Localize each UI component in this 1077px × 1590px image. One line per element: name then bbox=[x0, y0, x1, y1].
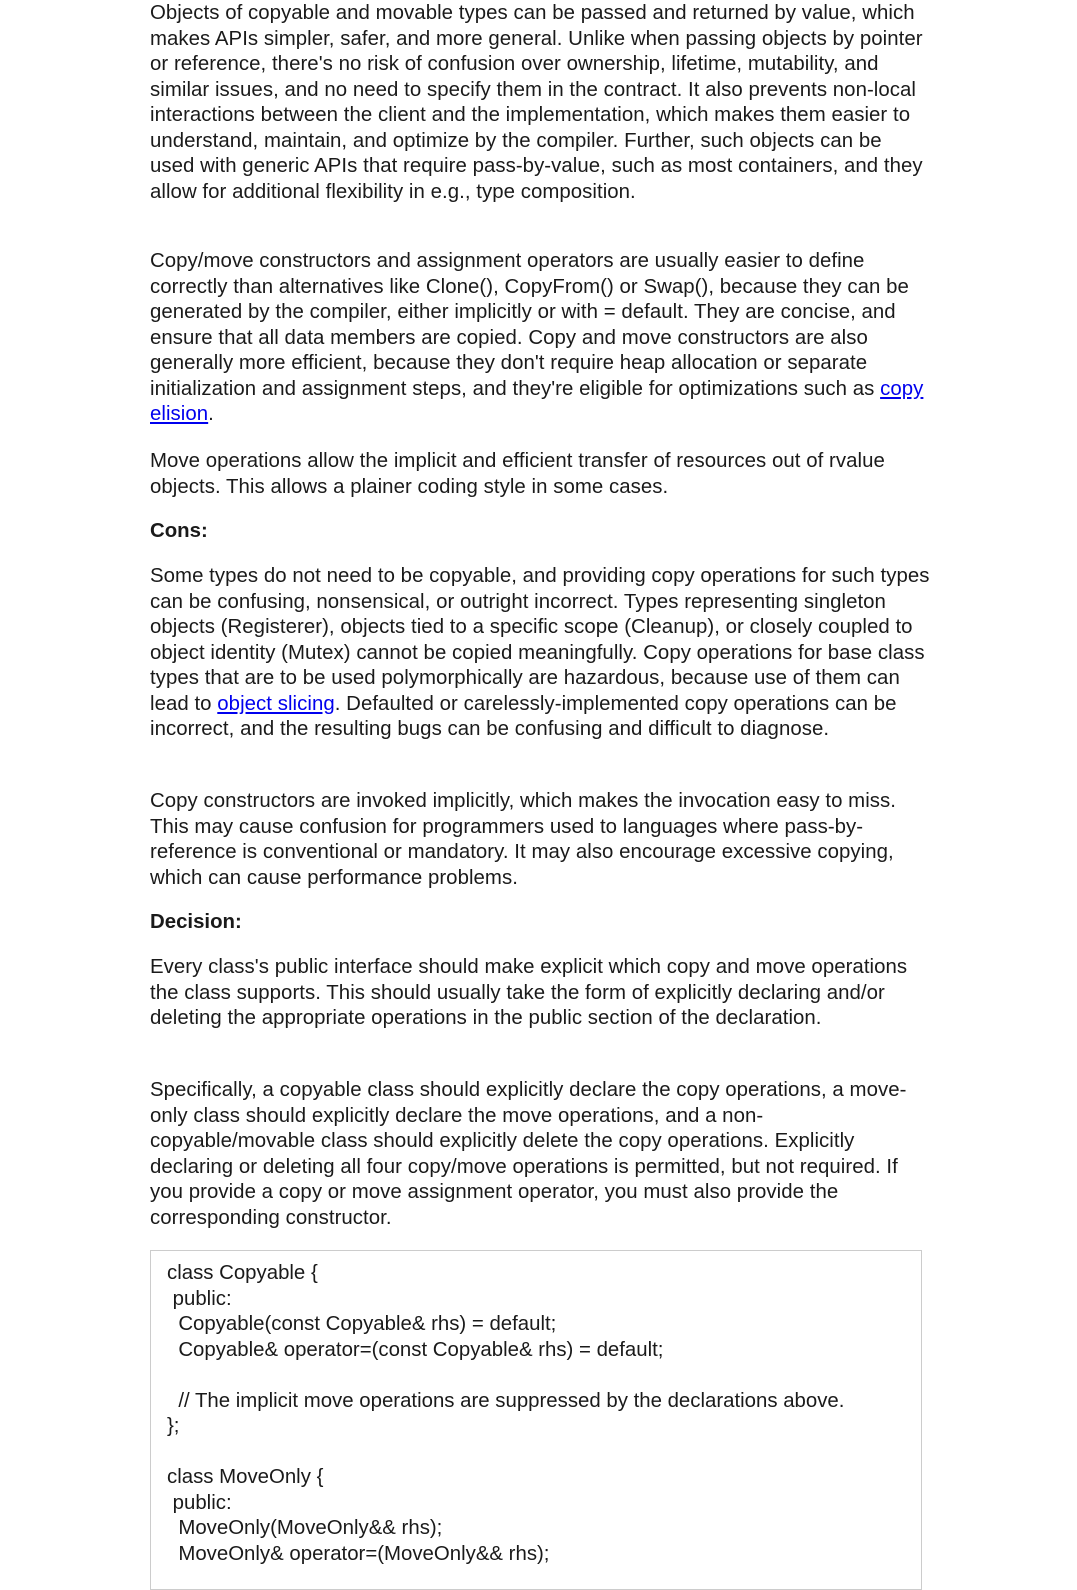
code-comment-line: // The implicit move operations are suppressed by the declarations above. bbox=[167, 1389, 845, 1412]
cons-paragraph-1-text: Some types do not need to be copyable, and providing copy operations for such types can be confusing, nonsensical, or outright incorrect. Types representing singleton objects (Registerer), objects tied to a specific scope (Cleanup), or closely coupled to object identity (Mutex) cannot be copied meaningfully. Copy operations for base class types that are to be used polymorphically are hazardous, because use of them can lead to bbox=[150, 565, 930, 715]
code-line: Copyable(const Copyable& rhs) = default; bbox=[167, 1313, 557, 1335]
decision-paragraph-2: Specifically, a copyable class should explicitly declare the copy operations, a move-only class should explicitly declare the move operations, and a non-copyable/movable class should explicitly delete the copy operations. Explicitly declaring or deleting all four copy/move operations is permitted, but not required. If you provide a copy or move assignment operator, you must also provide the corresponding constructor. bbox=[150, 1079, 907, 1229]
code-line: class Copyable { bbox=[167, 1262, 318, 1284]
cons-paragraph-1-end: . Defaulted or carelessly-implemented copy operations can be incorrect, and the resulting bugs can be confusing and difficult to diagnose. bbox=[150, 692, 897, 740]
pros-paragraph-2-text: Copy/move constructors and assignment operators are usually easier to define correctly than alternatives like Clone(), CopyFrom() or Swap(), because they can be generated by the compiler, either implicitly or with = default. They are concise, and ensure that all data members are copied. Copy and move constructors are also generally more efficient, because they don't require heap allocation or separate initialization and assignment steps, and they're eligible for optimizations such as bbox=[150, 250, 909, 400]
code-line: public: bbox=[167, 1287, 232, 1310]
copy-elision-link[interactable]: copy elision bbox=[150, 377, 924, 425]
code-line: class MoveOnly { bbox=[167, 1466, 324, 1488]
cons-paragraph-1 bbox=[150, 564, 930, 743]
pros-paragraph-2-end: . bbox=[208, 403, 214, 425]
code-line bbox=[167, 1440, 921, 1466]
pros-paragraph-1: Objects of copyable and movable types can be passed and returned by value, which makes APIs simpler, safer, and more general. Unlike when passing objects by pointer or reference, there's no risk of confusion over ownership, lifetime, mutability, and similar issues, and no need to specify them in the contract. It also prevents non-local interactions between the client and the implementation, which makes them easier to understand, maintain, and optimize by the compiler. Further, such objects can be used with generic APIs that require pass-by-value, such as most containers, and they allow for additional flexibility in e.g., type composition. bbox=[150, 2, 923, 203]
code-example-block bbox=[150, 1250, 922, 1590]
pros-paragraph-3: Move operations allow the implicit and efficient transfer of resources out of rvalue objects. This allows a plainer coding style in some cases. bbox=[150, 450, 885, 498]
code-line: MoveOnly(MoveOnly&& rhs); bbox=[167, 1517, 443, 1539]
cons-heading: Cons: bbox=[150, 520, 208, 542]
pros-paragraph-2 bbox=[150, 249, 930, 428]
decision-paragraph-1: Every class's public interface should make explicit which copy and move operations the class supports. This should usually take the form of explicitly declaring and/or deleting the appropriate operations in the public section of the declaration. bbox=[150, 956, 908, 1029]
cons-paragraph-2: Copy constructors are invoked implicitly, which makes the invocation easy to miss. This may cause confusion for programmers used to languages where pass-by-reference is conventional or mandatory. It may also encourage excessive copying, which can cause performance problems. bbox=[150, 790, 897, 889]
code-line: public: bbox=[167, 1491, 232, 1514]
code-line: MoveOnly& operator=(MoveOnly&& rhs); bbox=[167, 1542, 550, 1565]
code-line: Copyable& operator=(const Copyable& rhs) = default; bbox=[167, 1338, 664, 1361]
decision-heading: Decision: bbox=[150, 911, 242, 933]
code-line bbox=[167, 1363, 921, 1389]
object-slicing-link[interactable]: object slicing bbox=[217, 692, 335, 715]
code-line: }; bbox=[167, 1415, 180, 1437]
